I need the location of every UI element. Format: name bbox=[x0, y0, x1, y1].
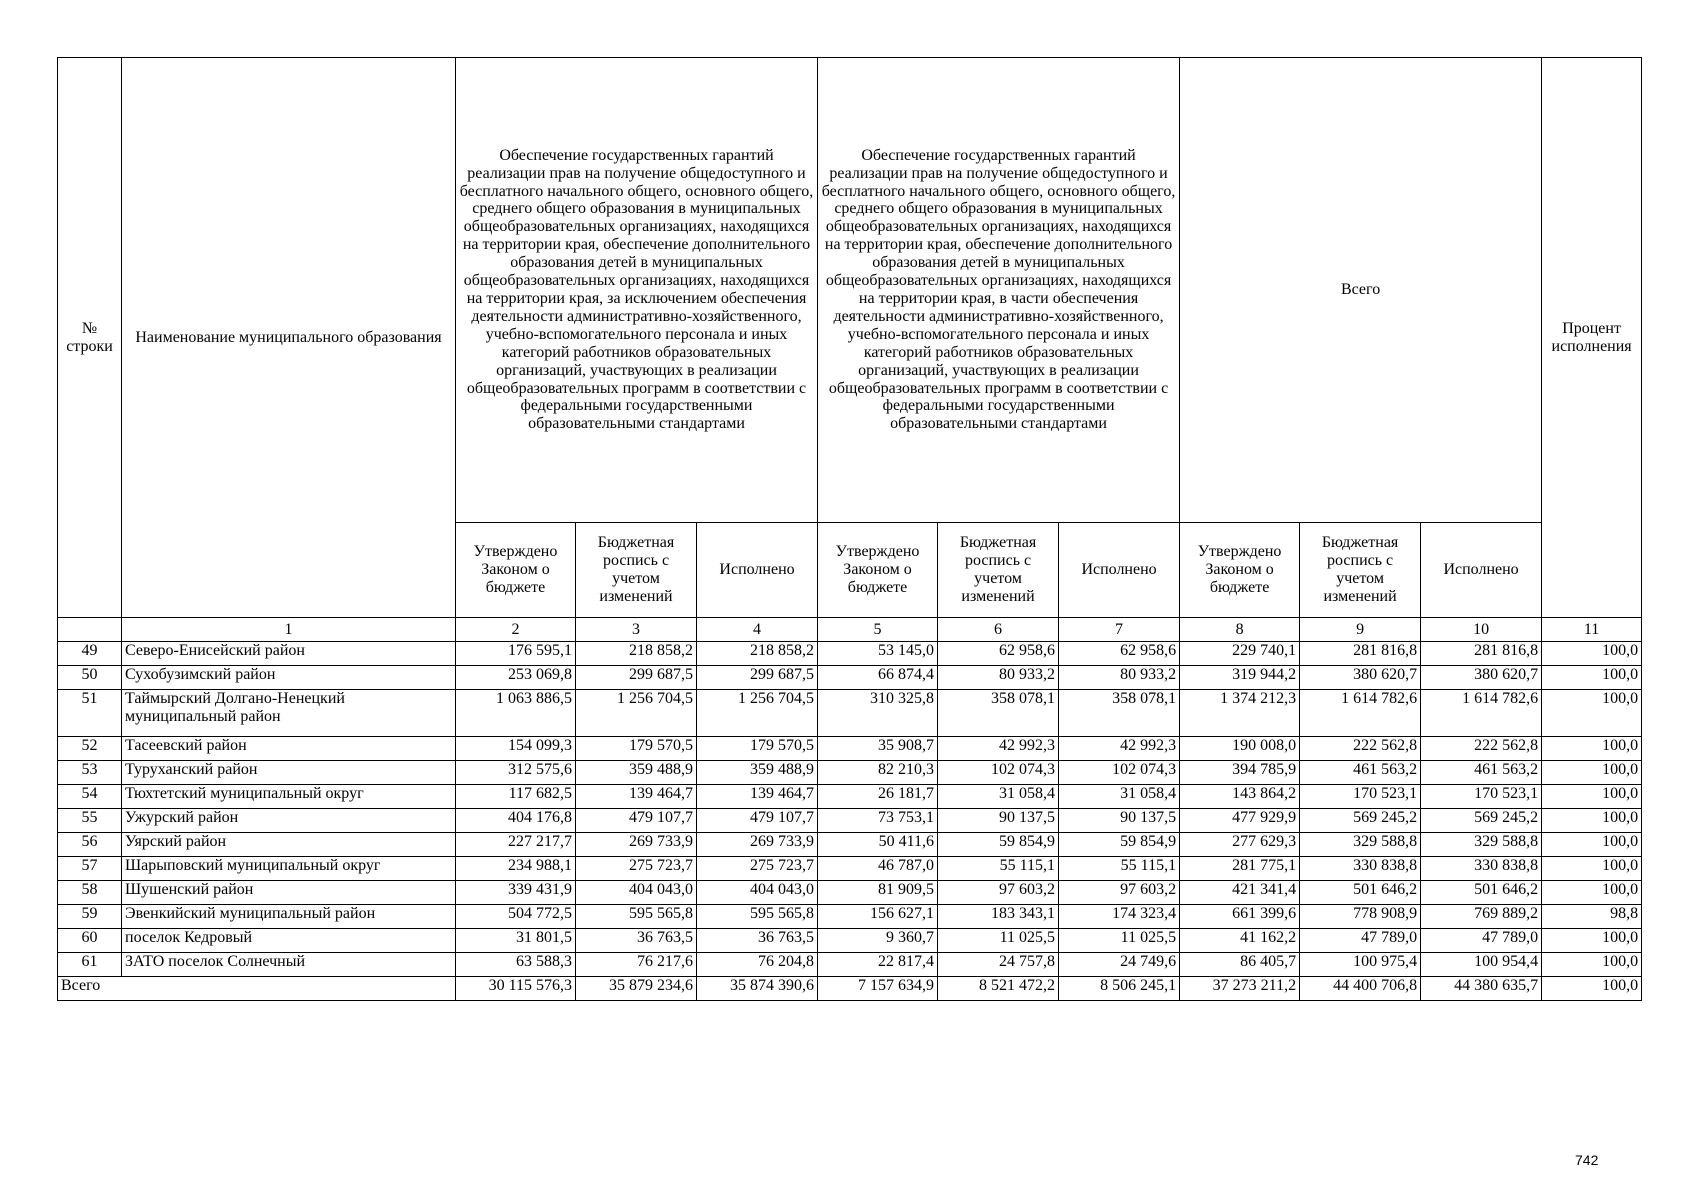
column-number-cell: 1 bbox=[122, 618, 456, 642]
value-cell: 1 063 886,5 bbox=[456, 690, 576, 737]
value-cell: 22 817,4 bbox=[818, 953, 938, 977]
value-cell: 47 789,0 bbox=[1421, 929, 1542, 953]
total-value-cell: 7 157 634,9 bbox=[818, 977, 938, 1001]
value-cell: 26 181,7 bbox=[818, 785, 938, 809]
value-cell: 36 763,5 bbox=[697, 929, 818, 953]
value-cell: 329 588,8 bbox=[1421, 833, 1542, 857]
value-cell: 179 570,5 bbox=[697, 737, 818, 761]
municipality-name-cell: Ужурский район bbox=[122, 809, 456, 833]
value-cell: 329 588,8 bbox=[1300, 833, 1421, 857]
municipality-name-cell: Таймырский Долгано-Ненецкий муниципальный район bbox=[122, 690, 456, 737]
value-cell: 310 325,8 bbox=[818, 690, 938, 737]
table-row bbox=[58, 881, 1642, 905]
value-cell: 35 908,7 bbox=[818, 737, 938, 761]
subheader-approved: Утверждено Законом о бюджете bbox=[456, 523, 576, 618]
value-cell: 330 838,8 bbox=[1300, 857, 1421, 881]
subheader-budget-list: Бюджетная роспись с учетом изменений bbox=[576, 523, 697, 618]
value-cell: 31 058,4 bbox=[938, 785, 1059, 809]
column-number-cell: 6 bbox=[938, 618, 1059, 642]
value-cell: 275 723,7 bbox=[576, 857, 697, 881]
value-cell: 222 562,8 bbox=[1300, 737, 1421, 761]
value-cell: 380 620,7 bbox=[1421, 666, 1542, 690]
municipality-name-cell: Шарыповский муниципальный округ bbox=[122, 857, 456, 881]
value-cell: 170 523,1 bbox=[1300, 785, 1421, 809]
value-cell: 501 646,2 bbox=[1300, 881, 1421, 905]
value-cell: 339 431,9 bbox=[456, 881, 576, 905]
table-row bbox=[58, 761, 1642, 785]
municipality-name-cell: ЗАТО поселок Солнечный bbox=[122, 953, 456, 977]
value-cell: 139 464,7 bbox=[697, 785, 818, 809]
group-header-total: Всего bbox=[1180, 58, 1542, 523]
value-cell: 102 074,3 bbox=[1059, 761, 1180, 785]
municipality-name-cell: Уярский район bbox=[122, 833, 456, 857]
row-number-header: № строки bbox=[58, 58, 122, 618]
value-cell: 97 603,2 bbox=[938, 881, 1059, 905]
value-cell: 299 687,5 bbox=[576, 666, 697, 690]
value-cell: 42 992,3 bbox=[1059, 737, 1180, 761]
value-cell: 117 682,5 bbox=[456, 785, 576, 809]
column-number-cell bbox=[58, 618, 122, 642]
value-cell: 55 115,1 bbox=[1059, 857, 1180, 881]
value-cell: 31 801,5 bbox=[456, 929, 576, 953]
value-cell: 380 620,7 bbox=[1300, 666, 1421, 690]
total-value-cell: 35 874 390,6 bbox=[697, 977, 818, 1001]
value-cell: 277 629,3 bbox=[1180, 833, 1300, 857]
row-number-cell: 55 bbox=[58, 809, 122, 833]
value-cell: 31 058,4 bbox=[1059, 785, 1180, 809]
subheader-executed: Исполнено bbox=[697, 523, 818, 618]
value-cell: 190 008,0 bbox=[1180, 737, 1300, 761]
value-cell: 46 787,0 bbox=[818, 857, 938, 881]
municipality-name-cell: Тюхтетский муниципальный округ bbox=[122, 785, 456, 809]
value-cell: 36 763,5 bbox=[576, 929, 697, 953]
value-cell: 299 687,5 bbox=[697, 666, 818, 690]
value-cell: 143 864,2 bbox=[1180, 785, 1300, 809]
value-cell: 62 958,6 bbox=[1059, 642, 1180, 666]
row-number-cell: 60 bbox=[58, 929, 122, 953]
value-cell: 59 854,9 bbox=[938, 833, 1059, 857]
value-cell: 100,0 bbox=[1542, 953, 1642, 977]
value-cell: 100,0 bbox=[1542, 881, 1642, 905]
value-cell: 595 565,8 bbox=[697, 905, 818, 929]
value-cell: 778 908,9 bbox=[1300, 905, 1421, 929]
table-row bbox=[58, 785, 1642, 809]
municipality-name-cell: Шушенский район bbox=[122, 881, 456, 905]
page-number: 742 bbox=[1575, 1152, 1599, 1168]
municipality-name-cell: Туруханский район bbox=[122, 761, 456, 785]
value-cell: 312 575,6 bbox=[456, 761, 576, 785]
municipality-name-cell: Эвенкийский муниципальный район bbox=[122, 905, 456, 929]
value-cell: 63 588,3 bbox=[456, 953, 576, 977]
table-row bbox=[58, 833, 1642, 857]
value-cell: 59 854,9 bbox=[1059, 833, 1180, 857]
municipality-name-cell: Тасеевский район bbox=[122, 737, 456, 761]
total-value-cell: 30 115 576,3 bbox=[456, 977, 576, 1001]
value-cell: 222 562,8 bbox=[1421, 737, 1542, 761]
value-cell: 100,0 bbox=[1542, 809, 1642, 833]
table-row bbox=[58, 953, 1642, 977]
value-cell: 421 341,4 bbox=[1180, 881, 1300, 905]
column-number-cell: 8 bbox=[1180, 618, 1300, 642]
value-cell: 174 323,4 bbox=[1059, 905, 1180, 929]
table-row bbox=[58, 857, 1642, 881]
table-row bbox=[58, 737, 1642, 761]
table-row bbox=[58, 666, 1642, 690]
value-cell: 100,0 bbox=[1542, 929, 1642, 953]
column-number-cell: 2 bbox=[456, 618, 576, 642]
total-value-cell: 44 400 706,8 bbox=[1300, 977, 1421, 1001]
value-cell: 359 488,9 bbox=[697, 761, 818, 785]
value-cell: 234 988,1 bbox=[456, 857, 576, 881]
total-value-cell: 37 273 211,2 bbox=[1180, 977, 1300, 1001]
value-cell: 479 107,7 bbox=[576, 809, 697, 833]
value-cell: 569 245,2 bbox=[1421, 809, 1542, 833]
value-cell: 595 565,8 bbox=[576, 905, 697, 929]
value-cell: 100,0 bbox=[1542, 785, 1642, 809]
row-number-cell: 53 bbox=[58, 761, 122, 785]
row-number-cell: 59 bbox=[58, 905, 122, 929]
value-cell: 461 563,2 bbox=[1421, 761, 1542, 785]
value-cell: 100 975,4 bbox=[1300, 953, 1421, 977]
table-row bbox=[58, 929, 1642, 953]
subheader-budget-list: Бюджетная роспись с учетом изменений bbox=[1300, 523, 1421, 618]
row-number-cell: 50 bbox=[58, 666, 122, 690]
budget-execution-table bbox=[57, 57, 1642, 1001]
value-cell: 100,0 bbox=[1542, 666, 1642, 690]
value-cell: 1 614 782,6 bbox=[1300, 690, 1421, 737]
value-cell: 227 217,7 bbox=[456, 833, 576, 857]
value-cell: 24 749,6 bbox=[1059, 953, 1180, 977]
value-cell: 47 789,0 bbox=[1300, 929, 1421, 953]
value-cell: 76 204,8 bbox=[697, 953, 818, 977]
column-number-cell: 9 bbox=[1300, 618, 1421, 642]
value-cell: 76 217,6 bbox=[576, 953, 697, 977]
value-cell: 275 723,7 bbox=[697, 857, 818, 881]
value-cell: 394 785,9 bbox=[1180, 761, 1300, 785]
table-row bbox=[58, 905, 1642, 929]
table-row bbox=[58, 809, 1642, 833]
subheader-approved: Утверждено Законом о бюджете bbox=[1180, 523, 1300, 618]
subheader-budget-list: Бюджетная роспись с учетом изменений bbox=[938, 523, 1059, 618]
value-cell: 281 816,8 bbox=[1300, 642, 1421, 666]
value-cell: 100,0 bbox=[1542, 642, 1642, 666]
total-value-cell: 8 506 245,1 bbox=[1059, 977, 1180, 1001]
value-cell: 50 411,6 bbox=[818, 833, 938, 857]
value-cell: 504 772,5 bbox=[456, 905, 576, 929]
table-row bbox=[58, 642, 1642, 666]
value-cell: 229 740,1 bbox=[1180, 642, 1300, 666]
table-header bbox=[58, 58, 1642, 642]
value-cell: 82 210,3 bbox=[818, 761, 938, 785]
value-cell: 501 646,2 bbox=[1421, 881, 1542, 905]
column-number-cell: 3 bbox=[576, 618, 697, 642]
value-cell: 9 360,7 bbox=[818, 929, 938, 953]
value-cell: 80 933,2 bbox=[1059, 666, 1180, 690]
value-cell: 41 162,2 bbox=[1180, 929, 1300, 953]
value-cell: 404 176,8 bbox=[456, 809, 576, 833]
row-number-cell: 51 bbox=[58, 690, 122, 737]
value-cell: 269 733,9 bbox=[576, 833, 697, 857]
percent-execution-header: Процент исполнения bbox=[1542, 58, 1642, 618]
value-cell: 281 816,8 bbox=[1421, 642, 1542, 666]
value-cell: 479 107,7 bbox=[697, 809, 818, 833]
total-label-cell: Всего bbox=[58, 977, 456, 1001]
value-cell: 100,0 bbox=[1542, 690, 1642, 737]
value-cell: 154 099,3 bbox=[456, 737, 576, 761]
value-cell: 218 858,2 bbox=[697, 642, 818, 666]
column-number-cell: 7 bbox=[1059, 618, 1180, 642]
value-cell: 100,0 bbox=[1542, 761, 1642, 785]
row-number-cell: 49 bbox=[58, 642, 122, 666]
value-cell: 1 256 704,5 bbox=[576, 690, 697, 737]
total-value-cell: 100,0 bbox=[1542, 977, 1642, 1001]
value-cell: 319 944,2 bbox=[1180, 666, 1300, 690]
value-cell: 53 145,0 bbox=[818, 642, 938, 666]
row-number-cell: 58 bbox=[58, 881, 122, 905]
column-number-cell: 11 bbox=[1542, 618, 1642, 642]
value-cell: 100 954,4 bbox=[1421, 953, 1542, 977]
value-cell: 359 488,9 bbox=[576, 761, 697, 785]
value-cell: 661 399,6 bbox=[1180, 905, 1300, 929]
value-cell: 100,0 bbox=[1542, 833, 1642, 857]
value-cell: 253 069,8 bbox=[456, 666, 576, 690]
value-cell: 179 570,5 bbox=[576, 737, 697, 761]
row-number-cell: 52 bbox=[58, 737, 122, 761]
value-cell: 404 043,0 bbox=[576, 881, 697, 905]
value-cell: 24 757,8 bbox=[938, 953, 1059, 977]
value-cell: 73 753,1 bbox=[818, 809, 938, 833]
municipality-name-cell: Сухобузимский район bbox=[122, 666, 456, 690]
value-cell: 42 992,3 bbox=[938, 737, 1059, 761]
value-cell: 1 256 704,5 bbox=[697, 690, 818, 737]
value-cell: 81 909,5 bbox=[818, 881, 938, 905]
value-cell: 330 838,8 bbox=[1421, 857, 1542, 881]
value-cell: 80 933,2 bbox=[938, 666, 1059, 690]
column-number-cell: 4 bbox=[697, 618, 818, 642]
value-cell: 218 858,2 bbox=[576, 642, 697, 666]
value-cell: 62 958,6 bbox=[938, 642, 1059, 666]
group-header-basic-staff: Обеспечение государственных гарантий реализации прав на получение общедоступного и бесплатного начального общего, основного общего, среднего общего образования в муниципальных общеобразовательных организациях, находящихся на территории края, обеспечение дополнительного образования детей в муниципальных общеобразовательных организациях, находящихся на территории края, за исключением обеспечения деятельности административно-хозяйственного, учебно-вспомогательного персонала и иных категорий работников образовательных организаций, участвующих в реализации общеобразовательных программ в соответствии с федеральными государственными образовательными стандартами bbox=[456, 58, 818, 523]
value-cell: 102 074,3 bbox=[938, 761, 1059, 785]
value-cell: 90 137,5 bbox=[1059, 809, 1180, 833]
total-row bbox=[58, 977, 1642, 1001]
table-body bbox=[58, 642, 1642, 1001]
value-cell: 55 115,1 bbox=[938, 857, 1059, 881]
total-value-cell: 8 521 472,2 bbox=[938, 977, 1059, 1001]
value-cell: 100,0 bbox=[1542, 737, 1642, 761]
value-cell: 769 889,2 bbox=[1421, 905, 1542, 929]
value-cell: 477 929,9 bbox=[1180, 809, 1300, 833]
value-cell: 1 374 212,3 bbox=[1180, 690, 1300, 737]
value-cell: 11 025,5 bbox=[1059, 929, 1180, 953]
column-number-cell: 10 bbox=[1421, 618, 1542, 642]
subheader-approved: Утверждено Законом о бюджете bbox=[818, 523, 938, 618]
value-cell: 569 245,2 bbox=[1300, 809, 1421, 833]
value-cell: 358 078,1 bbox=[938, 690, 1059, 737]
value-cell: 269 733,9 bbox=[697, 833, 818, 857]
row-number-cell: 61 bbox=[58, 953, 122, 977]
value-cell: 100,0 bbox=[1542, 857, 1642, 881]
column-number-row bbox=[58, 618, 1642, 642]
value-cell: 156 627,1 bbox=[818, 905, 938, 929]
value-cell: 139 464,7 bbox=[576, 785, 697, 809]
value-cell: 404 043,0 bbox=[697, 881, 818, 905]
value-cell: 461 563,2 bbox=[1300, 761, 1421, 785]
value-cell: 1 614 782,6 bbox=[1421, 690, 1542, 737]
value-cell: 358 078,1 bbox=[1059, 690, 1180, 737]
row-number-cell: 56 bbox=[58, 833, 122, 857]
value-cell: 176 595,1 bbox=[456, 642, 576, 666]
value-cell: 97 603,2 bbox=[1059, 881, 1180, 905]
column-number-cell: 5 bbox=[818, 618, 938, 642]
value-cell: 183 343,1 bbox=[938, 905, 1059, 929]
municipality-name-cell: Северо-Енисейский район bbox=[122, 642, 456, 666]
value-cell: 98,8 bbox=[1542, 905, 1642, 929]
value-cell: 170 523,1 bbox=[1421, 785, 1542, 809]
total-value-cell: 44 380 635,7 bbox=[1421, 977, 1542, 1001]
group-header-support-staff: Обеспечение государственных гарантий реализации прав на получение общедоступного и бесплатного начального общего, основного общего, среднего общего образования в муниципальных общеобразовательных организациях, находящихся на территории края, обеспечение дополнительного образования детей в муниципальных общеобразовательных организациях, находящихся на территории края, в части обеспечения деятельности административно-хозяйственного, учебно-вспомогательного персонала и иных категорий работников образовательных организаций, участвующих в реализации общеобразовательных программ в соответствии с федеральными государственными образовательными стандартами bbox=[818, 58, 1180, 523]
row-number-cell: 57 bbox=[58, 857, 122, 881]
municipality-name-header: Наименование муниципального образования bbox=[122, 58, 456, 618]
subheader-executed: Исполнено bbox=[1421, 523, 1542, 618]
subheader-executed: Исполнено bbox=[1059, 523, 1180, 618]
value-cell: 86 405,7 bbox=[1180, 953, 1300, 977]
total-value-cell: 35 879 234,6 bbox=[576, 977, 697, 1001]
value-cell: 11 025,5 bbox=[938, 929, 1059, 953]
table-row bbox=[58, 690, 1642, 737]
municipality-name-cell: поселок Кедровый bbox=[122, 929, 456, 953]
value-cell: 90 137,5 bbox=[938, 809, 1059, 833]
row-number-cell: 54 bbox=[58, 785, 122, 809]
value-cell: 66 874,4 bbox=[818, 666, 938, 690]
value-cell: 281 775,1 bbox=[1180, 857, 1300, 881]
